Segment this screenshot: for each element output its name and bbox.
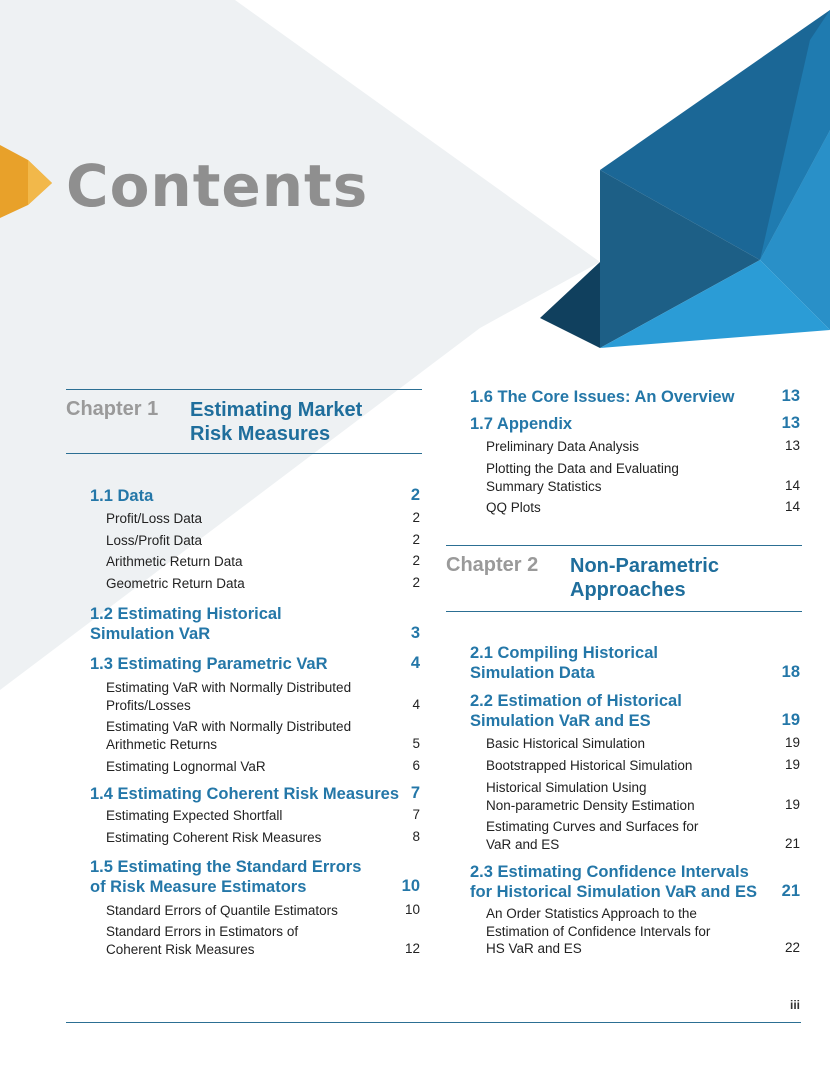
section-title[interactable]: 1.3 Estimating Parametric VaR	[90, 655, 328, 673]
subsection-page-number: 10	[404, 902, 420, 917]
section-title[interactable]: 1.4 Estimating Coherent Risk Measures	[90, 785, 400, 803]
section-page-number: 4	[410, 654, 420, 672]
subsection-title[interactable]: Geometric Return Data	[106, 576, 245, 591]
chapter-rule-top	[66, 389, 422, 390]
section-title[interactable]: for Historical Simulation VaR and ES	[470, 883, 757, 901]
subsection-title[interactable]: Basic Historical Simulation	[486, 736, 646, 751]
section-title[interactable]: 1.5 Estimating the Standard Errors	[90, 858, 362, 876]
section-page-number: 19	[781, 711, 800, 729]
subsection-page-number: 14	[784, 477, 800, 493]
subsection-page-number: 13	[784, 438, 800, 453]
footer-rule	[66, 1022, 801, 1023]
subsection-title[interactable]: Estimating Lognormal VaR	[106, 759, 266, 774]
subsection-page-number: 2	[412, 532, 420, 547]
subsection-page-number: 7	[412, 807, 420, 822]
subsection-page-number: 2	[412, 510, 420, 525]
subsection-title[interactable]: Estimating Expected Shortfall	[106, 808, 283, 823]
section-title[interactable]: 2.3 Estimating Confidence Intervals	[470, 863, 749, 881]
subsection-title[interactable]: Historical Simulation Using	[486, 780, 647, 795]
subsection-title[interactable]: Arithmetic Return Data	[106, 554, 243, 569]
section-title[interactable]: of Risk Measure Estimators	[90, 878, 307, 896]
chapter-rule-bottom	[446, 611, 802, 612]
section-title[interactable]: Simulation Data	[470, 664, 595, 682]
subsection-title[interactable]: Summary Statistics	[486, 478, 602, 494]
section-title[interactable]: 2.2 Estimation of Historical	[470, 692, 682, 710]
subsection-title[interactable]: Plotting the Data and Evaluating	[486, 461, 679, 476]
section-page-number: 2	[410, 486, 420, 504]
chapter-rule-top	[446, 545, 802, 546]
subsection-title[interactable]: Non-parametric Density Estimation	[486, 797, 695, 813]
subsection-title[interactable]: Bootstrapped Historical Simulation	[486, 758, 693, 773]
subsection-page-number: 21	[784, 835, 800, 851]
subsection-page-number: 22	[784, 940, 800, 955]
subsection-title[interactable]: Estimating Coherent Risk Measures	[106, 830, 322, 845]
section-page-number: 3	[410, 624, 420, 642]
subsection-title[interactable]: An Order Statistics Approach to the	[486, 906, 697, 921]
section-title[interactable]: 1.2 Estimating Historical	[90, 605, 282, 623]
subsection-page-number: 12	[404, 940, 420, 956]
subsection-title[interactable]: Profits/Losses	[106, 697, 191, 713]
chapter-label: Chapter 1	[66, 398, 159, 420]
subsection-page-number: 2	[412, 575, 420, 590]
section-title[interactable]: 1.6 The Core Issues: An Overview	[470, 388, 735, 406]
subsection-title[interactable]: Estimating VaR with Normally Distributed	[106, 680, 352, 695]
subsection-title[interactable]: Estimating Curves and Surfaces for	[486, 819, 699, 834]
subsection-title[interactable]: Preliminary Data Analysis	[486, 439, 640, 454]
section-title[interactable]: 1.1 Data	[90, 487, 154, 505]
chapter-title-line: Estimating Market	[190, 399, 363, 421]
subsection-page-number: 19	[784, 796, 800, 812]
subsection-title[interactable]: Standard Errors of Quantile Estimators	[106, 903, 338, 918]
chapter-title-line: Non-Parametric	[570, 555, 719, 577]
section-page-number: 13	[781, 414, 800, 432]
section-page-number: 7	[410, 784, 420, 802]
section-title[interactable]: Simulation VaR and ES	[470, 712, 651, 730]
subsection-title[interactable]: Loss/Profit Data	[106, 533, 203, 548]
subsection-title[interactable]: QQ Plots	[486, 500, 541, 515]
chapter-title-line: Approaches	[570, 579, 686, 601]
subsection-page-number: 6	[412, 758, 420, 773]
section-title[interactable]: Simulation VaR	[90, 625, 211, 643]
section-page-number: 10	[401, 877, 420, 895]
subsection-title[interactable]: Estimation of Confidence Intervals for	[486, 923, 711, 939]
section-page-number: 13	[781, 387, 800, 405]
subsection-title[interactable]: HS VaR and ES	[486, 941, 582, 956]
subsection-page-number: 2	[412, 553, 420, 568]
section-title[interactable]: 1.7 Appendix	[470, 415, 573, 433]
section-page-number: 21	[781, 882, 800, 900]
subsection-page-number: 8	[412, 829, 420, 844]
subsection-title[interactable]: VaR and ES	[486, 836, 560, 852]
subsection-title[interactable]: Estimating VaR with Normally Distributed	[106, 719, 352, 734]
subsection-page-number: 14	[784, 499, 800, 514]
subsection-title[interactable]: Standard Errors in Estimators of	[106, 924, 299, 939]
section-page-number: 18	[781, 663, 800, 681]
chapter-label: Chapter 2	[446, 554, 539, 576]
page-number: iii	[789, 998, 800, 1012]
subsection-title[interactable]: Coherent Risk Measures	[106, 941, 255, 957]
subsection-page-number: 19	[784, 735, 800, 750]
subsection-page-number: 5	[412, 735, 420, 751]
chapter-title-line: Risk Measures	[190, 423, 331, 445]
page-title: Contents	[66, 152, 369, 220]
subsection-title[interactable]: Profit/Loss Data	[106, 511, 203, 526]
chapter-rule-bottom	[66, 453, 422, 454]
section-title[interactable]: 2.1 Compiling Historical	[470, 644, 658, 662]
subsection-page-number: 19	[784, 757, 800, 772]
subsection-page-number: 4	[412, 696, 420, 712]
subsection-title[interactable]: Arithmetic Returns	[106, 736, 218, 752]
